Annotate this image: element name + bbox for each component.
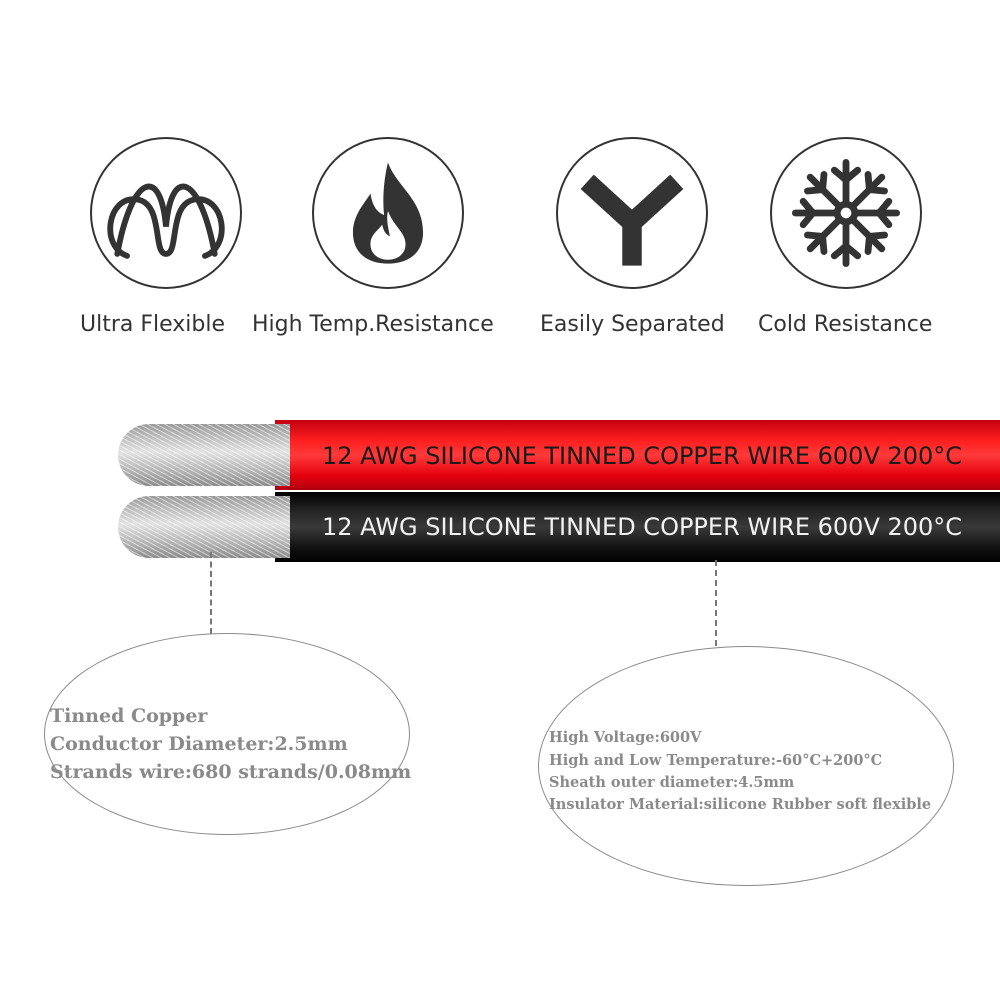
spec-tinned-copper: Tinned Copper xyxy=(50,705,208,727)
black-wire-strands xyxy=(118,496,290,558)
feature-label-cold-resistance: Cold Resistance xyxy=(758,312,933,337)
feature-label-high-temp: High Temp.Resistance xyxy=(252,312,494,337)
flame-icon xyxy=(312,137,464,289)
spec-high-voltage: High Voltage:600V xyxy=(549,729,702,746)
spec-insulator-material: Insulator Material:silicone Rubber soft flexible xyxy=(549,796,932,813)
right-callout-line xyxy=(715,560,717,646)
black-wire-label: 12 AWG SILICONE TINNED COPPER WIRE 600V 200°C xyxy=(322,513,963,541)
spec-sheath-diameter: Sheath outer diameter:4.5mm xyxy=(549,774,795,791)
feature-label-easily-separated: Easily Separated xyxy=(540,312,725,337)
snowflake-icon xyxy=(770,137,922,289)
coil-icon xyxy=(90,137,242,289)
spec-strands: Strands wire:680 strands/0.08mm xyxy=(50,761,412,783)
feature-label-ultra-flexible: Ultra Flexible xyxy=(80,312,226,337)
left-callout-line xyxy=(210,552,212,634)
spec-temperature: High and Low Temperature:-60°C+200°C xyxy=(549,752,883,769)
spec-conductor-diameter: Conductor Diameter:2.5mm xyxy=(50,733,348,755)
red-wire-strands xyxy=(118,424,290,486)
split-y-icon xyxy=(556,137,708,289)
red-wire-label: 12 AWG SILICONE TINNED COPPER WIRE 600V 200°C xyxy=(322,442,963,470)
